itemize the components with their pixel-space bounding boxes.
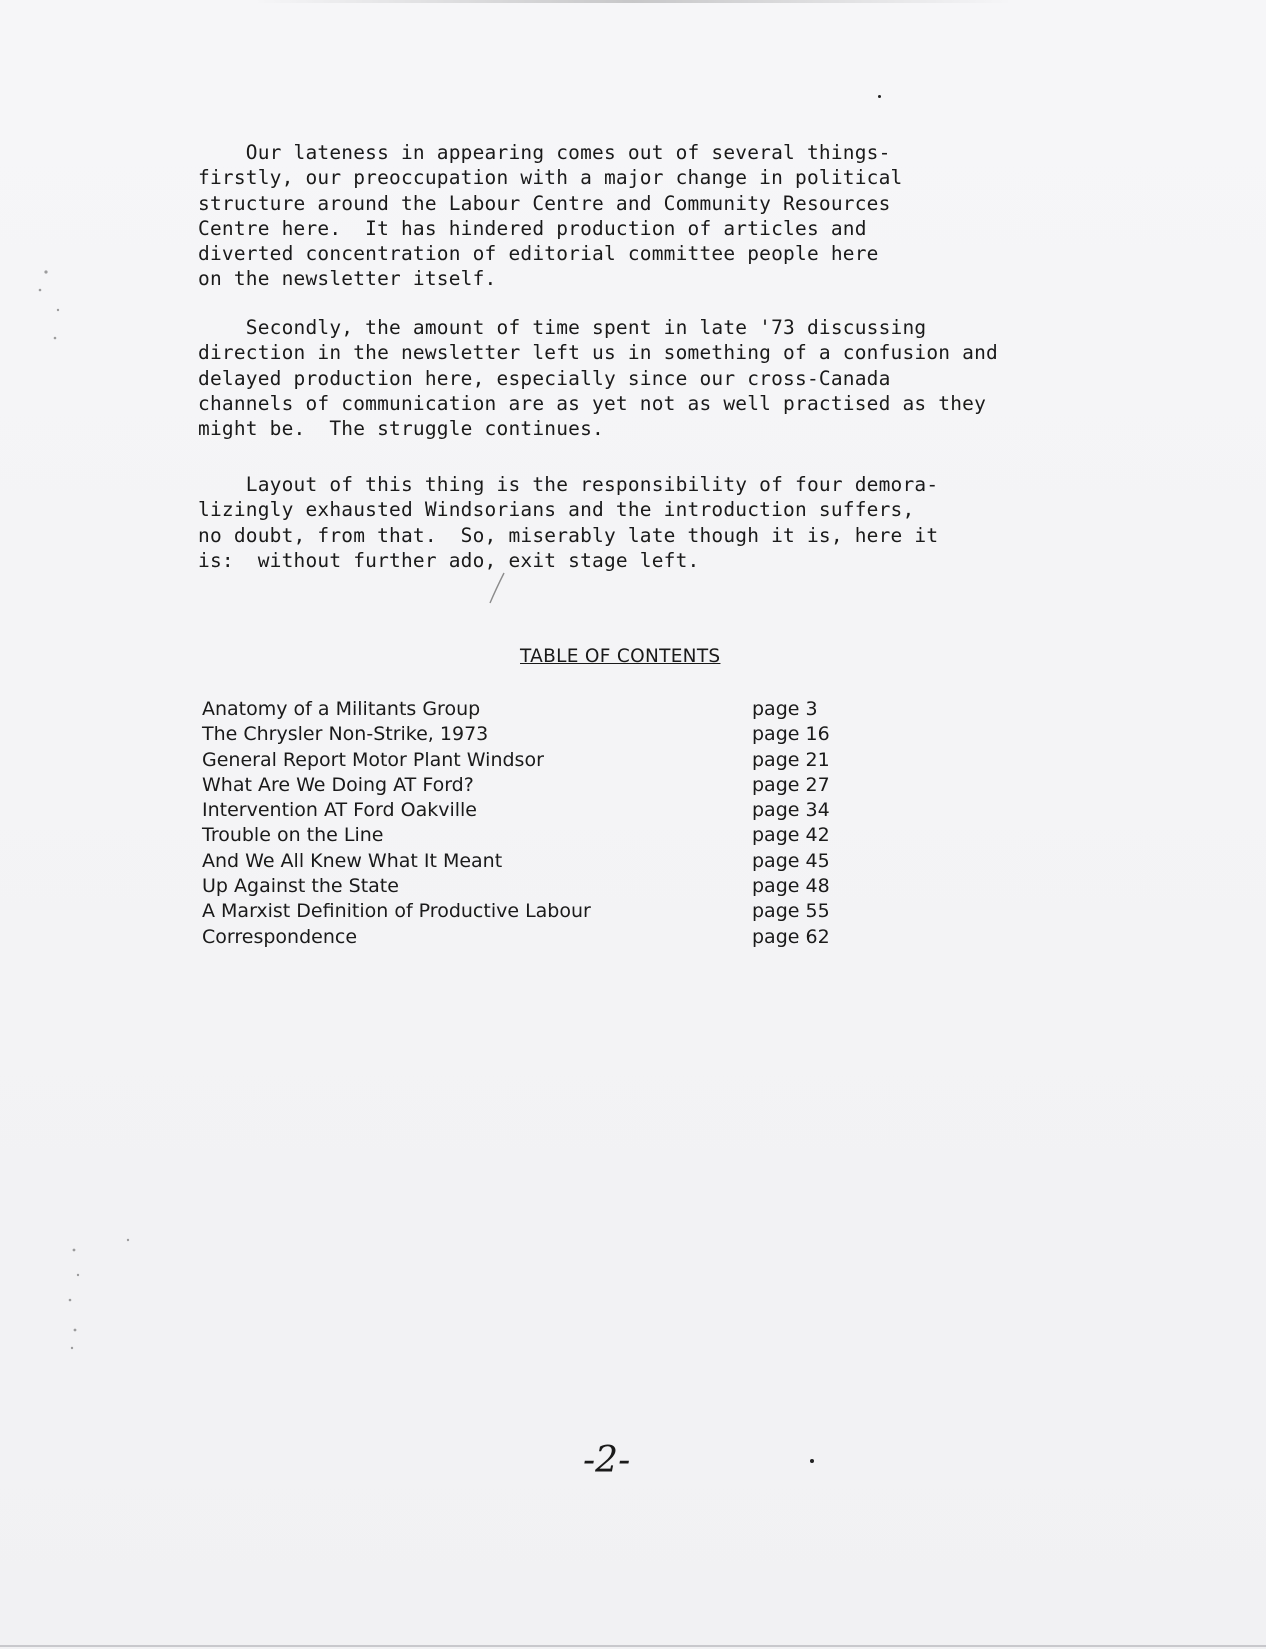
toc-entry-page: page 55: [752, 900, 830, 923]
toc-entry: [202, 697, 882, 722]
toc-entry-title: Intervention AT Ford Oakville: [202, 799, 477, 822]
toc-entry-page: page 27: [752, 773, 830, 796]
toc-entry-title: Correspondence: [202, 925, 358, 948]
toc-entry-title: Up Against the State: [202, 875, 399, 898]
ink-dot: [878, 95, 881, 98]
toc-entry-title: General Report Motor Plant Windsor: [202, 748, 544, 771]
toc-entry-page: page 34: [752, 799, 830, 822]
toc-entry-page: page 21: [752, 748, 830, 771]
toc-entry-title: Trouble on the Line: [202, 824, 384, 847]
table-of-contents: [202, 697, 882, 950]
toc-entry-page: page 42: [752, 824, 830, 847]
ink-dot: [810, 1459, 814, 1463]
toc-entry-title: Anatomy of a Militants Group: [202, 698, 481, 720]
intro-paragraph-1: Our lateness in appearing comes out of several things- firstly, our preoccupation with a major change in political structure around the Labour Centre and Community Resources Centre here. It has hindered production of articles and diverted concentration of editorial committee people here on the newsletter itself.: [198, 141, 903, 291]
toc-entry: [202, 823, 882, 848]
toc-entry: [202, 773, 882, 798]
toc-entry: [202, 849, 882, 874]
toc-entry-title: What Are We Doing AT Ford?: [202, 773, 474, 796]
toc-entry-page: page 48: [752, 875, 830, 898]
toc-entry-page: page 62: [752, 925, 830, 948]
toc-entry-title: A Marxist Definition of Productive Labour: [202, 900, 591, 923]
toc-entry-page: page 3: [752, 698, 818, 720]
page-number: -2-: [583, 1440, 631, 1481]
intro-paragraph-3: Layout of this thing is the responsibility of four demora- lizingly exhausted Windsorians and the introduction suffers, no doubt, from that. So, miserably late though it is, here it is: without further ado, exit stage left.: [198, 473, 939, 572]
toc-heading: TABLE OF CONTENTS: [520, 646, 721, 667]
toc-entry: [202, 798, 882, 823]
toc-entry: [202, 899, 882, 924]
toc-entry-title: And We All Knew What It Meant: [202, 849, 503, 872]
toc-entry: [202, 748, 882, 773]
toc-entry: [202, 722, 882, 747]
toc-entry: [202, 874, 882, 899]
toc-entry-page: page 45: [752, 849, 830, 872]
scan-top-edge: [0, 0, 1266, 3]
intro-paragraph-2: Secondly, the amount of time spent in late '73 discussing direction in the newsletter left us in something of a confusion and delayed production here, especially since our cross-Canada channels of communication are as yet not as well practised as they might be. The struggle continues.: [198, 316, 998, 441]
toc-entry-title: The Chrysler Non-Strike, 1973: [202, 723, 489, 746]
toc-entry-page: page 16: [752, 723, 830, 746]
toc-entry: [202, 925, 882, 950]
